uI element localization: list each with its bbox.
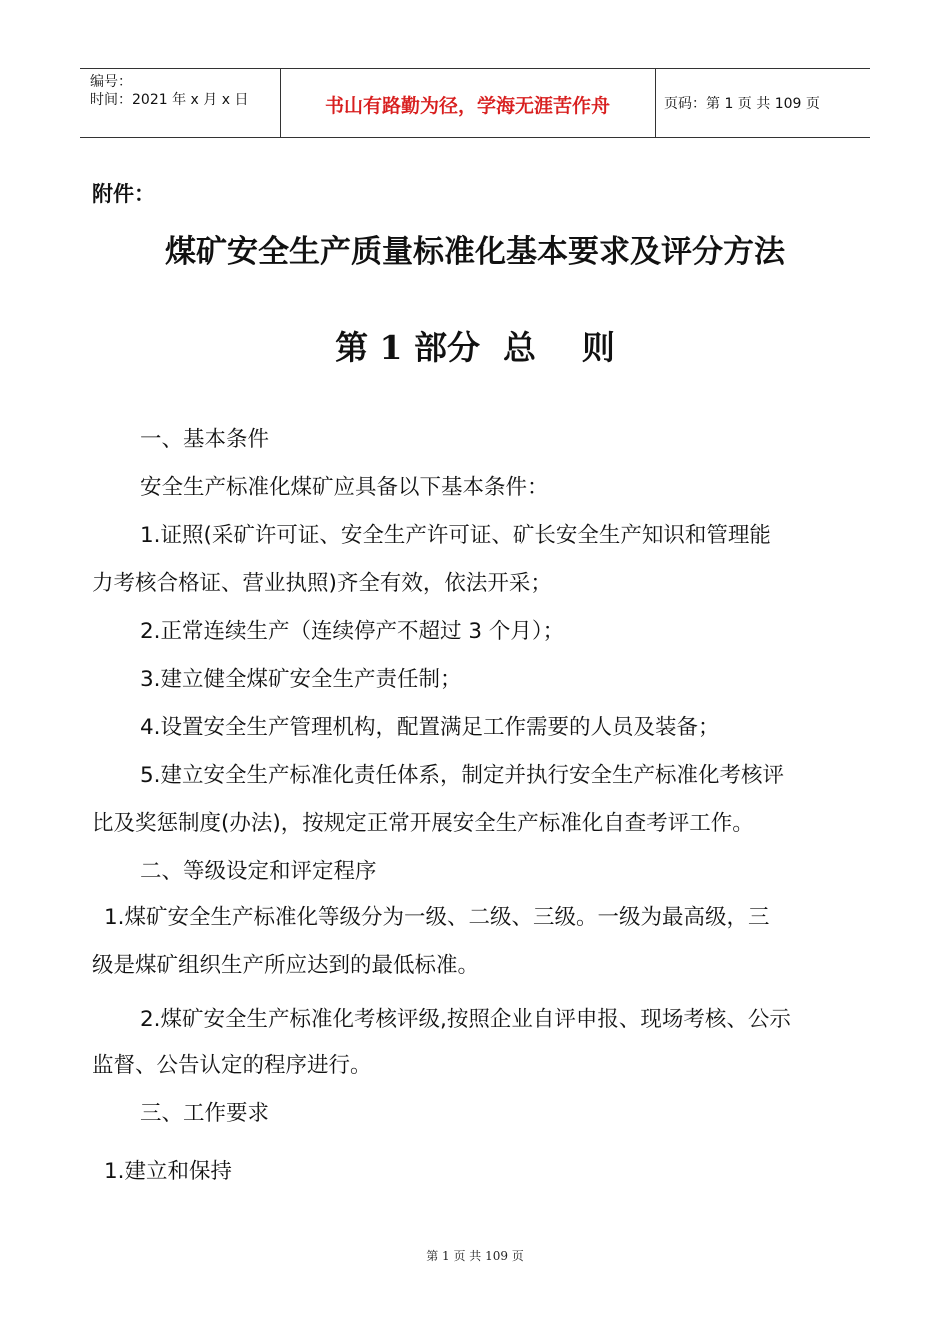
paragraph: 比及奖惩制度(办法)，按规定正常开展安全生产标准化自查考评工作。 <box>92 811 754 836</box>
paragraph: 安全生产标准化煤矿应具备以下基本条件： <box>140 475 549 500</box>
part-title: 第 1 部分 总 则 <box>335 328 615 367</box>
page-number-label: 页码：第 1 页 共 109 页 <box>664 96 820 112</box>
header-divider <box>655 69 656 137</box>
header-meta <box>90 73 248 109</box>
paragraph: 力考核合格证、营业执照)齐全有效，依法开采； <box>92 571 552 596</box>
attachment-label: 附件： <box>92 182 155 206</box>
section-heading: 三、工作要求 <box>140 1101 270 1126</box>
date-label: 时间：2021 年 x 月 x 日 <box>90 92 249 108</box>
page-header <box>80 68 870 138</box>
serial-number-label: 编号： <box>90 74 132 90</box>
paragraph: 监督、公告认定的程序进行。 <box>92 1053 372 1078</box>
paragraph: 1.煤矿安全生产标准化等级分为一级、二级、三级。一级为最高级，三 <box>104 905 770 930</box>
paragraph: 4.设置安全生产管理机构，配置满足工作需要的人员及装备； <box>140 715 720 740</box>
section-heading: 二、等级设定和评定程序 <box>140 859 377 884</box>
paragraph: 2.正常连续生产（连续停产不超过 3 个月）； <box>140 619 565 644</box>
paragraph: 2.煤矿安全生产标准化考核评级,按照企业自评申报、现场考核、公示 <box>140 1007 791 1032</box>
section-heading: 一、基本条件 <box>140 427 270 452</box>
paragraph: 级是煤矿组织生产所应达到的最低标准。 <box>92 953 480 978</box>
motto-text: 书山有路勤为径，学海无涯苦作舟 <box>324 95 610 117</box>
paragraph: 1.建立和保持 <box>104 1159 233 1184</box>
page-footer: 第 1 页 共 109 页 <box>426 1249 524 1263</box>
paragraph: 5.建立安全生产标准化责任体系，制定并执行安全生产标准化考核评 <box>140 763 785 788</box>
paragraph: 3.建立健全煤矿安全生产责任制； <box>140 667 462 692</box>
paragraph: 1.证照(采矿许可证、安全生产许可证、矿长安全生产知识和管理能 <box>140 523 771 548</box>
document-title: 煤矿安全生产质量标准化基本要求及评分方法 <box>165 234 785 270</box>
